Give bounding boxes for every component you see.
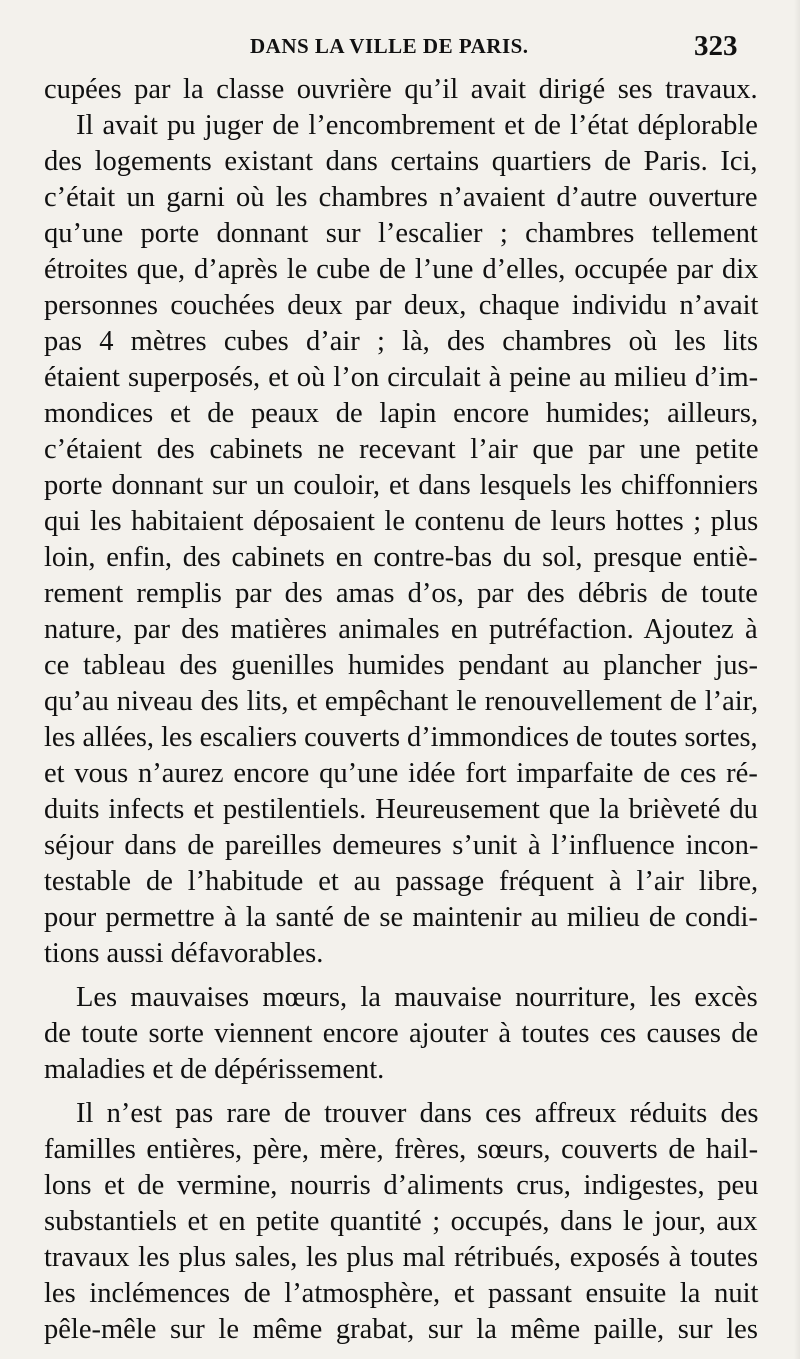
text-line: les allées, les escaliers couverts d’immondices de toutes sortes, [44, 722, 758, 753]
text-line: familles entières, père, mère, frères, sœurs, couverts de hail- [44, 1134, 759, 1165]
text-line: pour permettre à la santé de se maintenir au milieu de condi- [44, 902, 758, 933]
text-line: c’étaient des cabinets ne recevant l’air que par une petite [44, 434, 759, 465]
text-line: qu’une porte donnant sur l’escalier ; chambres tellement [44, 218, 758, 249]
text-line: des logements existant dans certains quartiers de Paris. Ici, [44, 146, 758, 177]
text-line: qui les habitaient déposaient le contenu de leurs hottes ; plus [44, 506, 759, 537]
text-line: nature, par des matières animales en putréfaction. Ajoutez à [44, 614, 758, 645]
paragraph-last-line: tions aussi défavorables. [44, 938, 324, 969]
text-line: cupées par la classe ouvrière qu’il avait dirigé ses travaux. [44, 74, 758, 105]
text-line: substantiels et en petite quantité ; occupés, dans le jour, aux [44, 1206, 758, 1237]
text-line: pas 4 mètres cubes d’air ; là, des chambres où les lits [44, 326, 759, 357]
text-line: testable de l’habitude et au passage fréquent à l’air libre, [44, 866, 759, 897]
paragraph-last-line: maladies et de dépérissement. [44, 1054, 385, 1085]
text-line: loin, enfin, des cabinets en contre-bas du sol, presque entiè- [44, 542, 758, 573]
running-head: DANS LA VILLE DE PARIS. [250, 34, 529, 58]
text-line: duits infects et pestilentiels. Heureusement que la brièveté du [44, 794, 758, 825]
paragraph-first-line: Les mauvaises mœurs, la mauvaise nourriture, les excès [76, 982, 758, 1013]
scan-edge-shadow [794, 0, 800, 1359]
text-line: porte donnant sur un couloir, et dans lesquels les chiffonniers [44, 470, 759, 501]
paragraph-first-line: Il avait pu juger de l’encombrement et de l’état déplorable [76, 110, 758, 141]
text-line: travaux les plus sales, les plus mal rétribués, exposés à toutes [44, 1242, 759, 1273]
paragraph-first-line: Il n’est pas rare de trouver dans ces affreux réduits des [76, 1098, 759, 1129]
text-line: étaient superposés, et où l’on circulait à peine au milieu d’im- [44, 362, 759, 393]
text-line: lons et de vermine, nourris d’aliments crus, indigestes, peu [44, 1170, 759, 1201]
text-line: séjour dans de pareilles demeures s’unit à l’influence incon- [44, 830, 759, 861]
text-line: de toute sorte viennent encore ajouter à toutes ces causes de [44, 1018, 759, 1049]
text-line: ce tableau des guenilles humides pendant au plancher jus- [44, 650, 759, 681]
text-line: personnes couchées deux par deux, chaque individu n’avait [44, 290, 759, 321]
text-line: étroites que, d’après le cube de l’une d’elles, occupée par dix [44, 254, 759, 285]
text-line: qu’au niveau des lits, et empêchant le renouvellement de l’air, [44, 686, 759, 717]
text-line: c’était un garni où les chambres n’avaient d’autre ouverture [44, 182, 758, 213]
text-line: mondices et de peaux de lapin encore humides; ailleurs, [44, 398, 759, 429]
text-line: rement remplis par des amas d’os, par des débris de toute [44, 578, 758, 609]
text-line: les inclémences de l’atmosphère, et passant ensuite la nuit [44, 1278, 759, 1309]
page-number: 323 [694, 30, 738, 62]
text-line: et vous n’aurez encore qu’une idée fort imparfaite de ces ré- [44, 758, 758, 789]
text-line: pêle-mêle sur le même grabat, sur la même paille, sur les [44, 1314, 758, 1345]
page-header [0, 30, 800, 70]
